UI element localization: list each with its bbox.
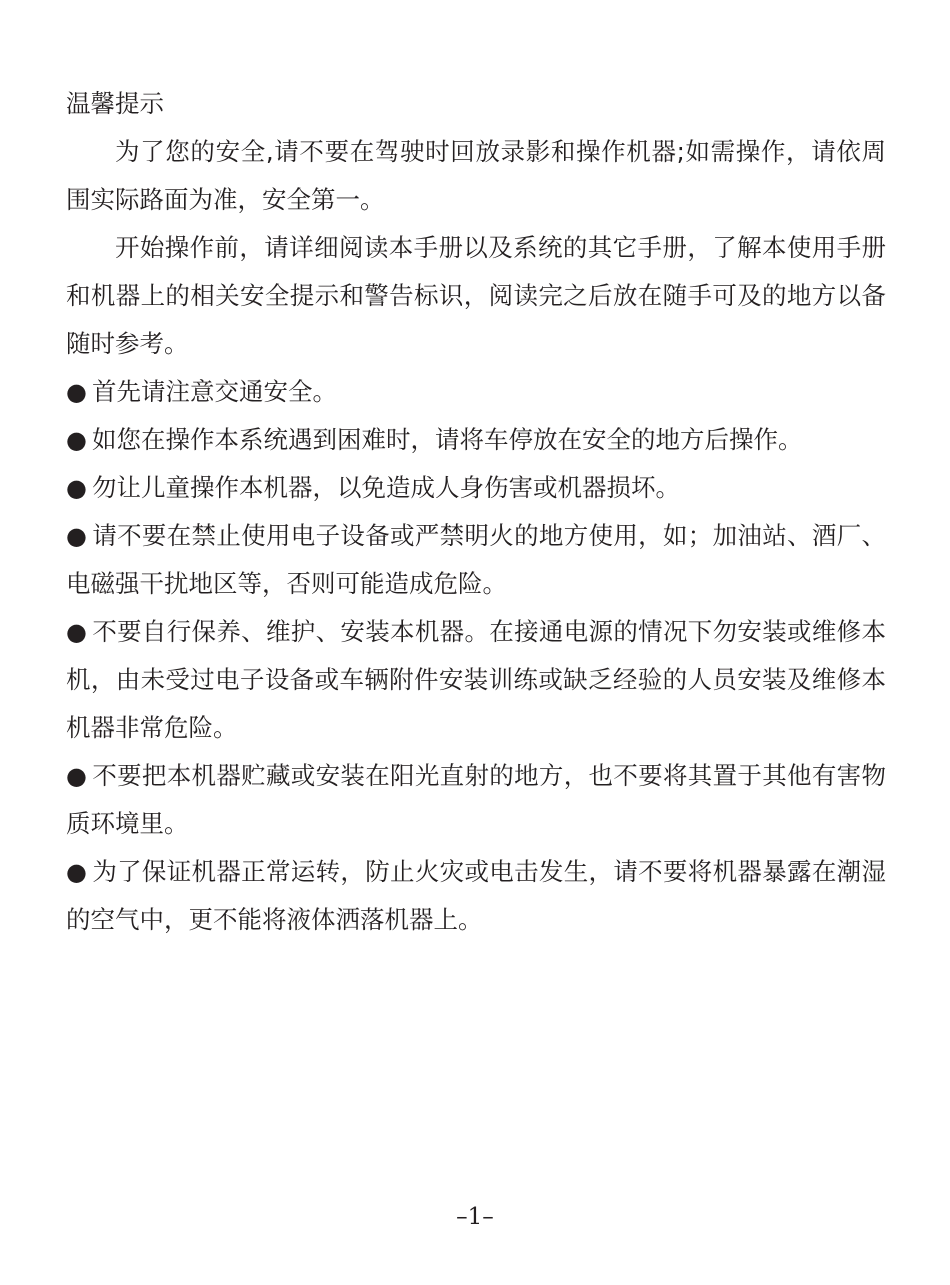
list-item <box>66 368 886 416</box>
list-item-text: 不要把本机器贮藏或安装在阳光直射的地方，也不要将其置于其他有害物质环境里。 <box>66 761 886 838</box>
bullet-icon: ● <box>66 522 87 550</box>
bullet-icon: ● <box>66 378 87 406</box>
list-item <box>66 416 886 464</box>
warning-list <box>66 368 886 944</box>
list-item-text: 如您在操作本系统遇到困难时，请将车停放在安全的地方后操作。 <box>92 425 803 454</box>
bullet-icon: ● <box>66 618 87 646</box>
list-item <box>66 848 886 944</box>
paragraph-safety: 为了您的安全,请不要在驾驶时回放录影和操作机器;如需操作，请依周围实际路面为准，安全第一。 <box>66 137 886 214</box>
page-number: –1– <box>456 1204 494 1230</box>
list-item-text: 不要自行保养、维护、安装本机器。在接通电源的情况下勿安装或维修本机，由未受过电子设备或车辆附件安装训练或缺乏经验的人员安装及维修本机器非常危险。 <box>66 617 886 742</box>
bullet-icon: ● <box>66 858 87 886</box>
bullet-icon: ● <box>66 426 87 454</box>
list-item <box>66 608 886 752</box>
list-item-text: 为了保证机器正常运转，防止火灾或电击发生，请不要将机器暴露在潮湿的空气中，更不能将液体洒落机器上。 <box>66 857 886 934</box>
list-item-text: 请不要在禁止使用电子设备或严禁明火的地方使用，如；加油站、酒厂、电磁强干扰地区等，否则可能造成危险。 <box>66 521 886 598</box>
paragraph-manual: 开始操作前，请详细阅读本手册以及系统的其它手册，了解本使用手册和机器上的相关安全提示和警告标识，阅读完之后放在随手可及的地方以备随时参考。 <box>66 233 886 358</box>
list-item <box>66 752 886 848</box>
bullet-icon: ● <box>66 474 87 502</box>
list-item-text: 勿让儿童操作本机器，以免造成人身伤害或机器损坏。 <box>92 473 680 502</box>
bullet-icon: ● <box>66 762 87 790</box>
list-item <box>66 512 886 608</box>
list-item <box>66 464 886 512</box>
list-item-text: 首先请注意交通安全。 <box>92 377 337 406</box>
page-heading: 温馨提示 <box>66 89 164 118</box>
page-content <box>66 80 886 944</box>
